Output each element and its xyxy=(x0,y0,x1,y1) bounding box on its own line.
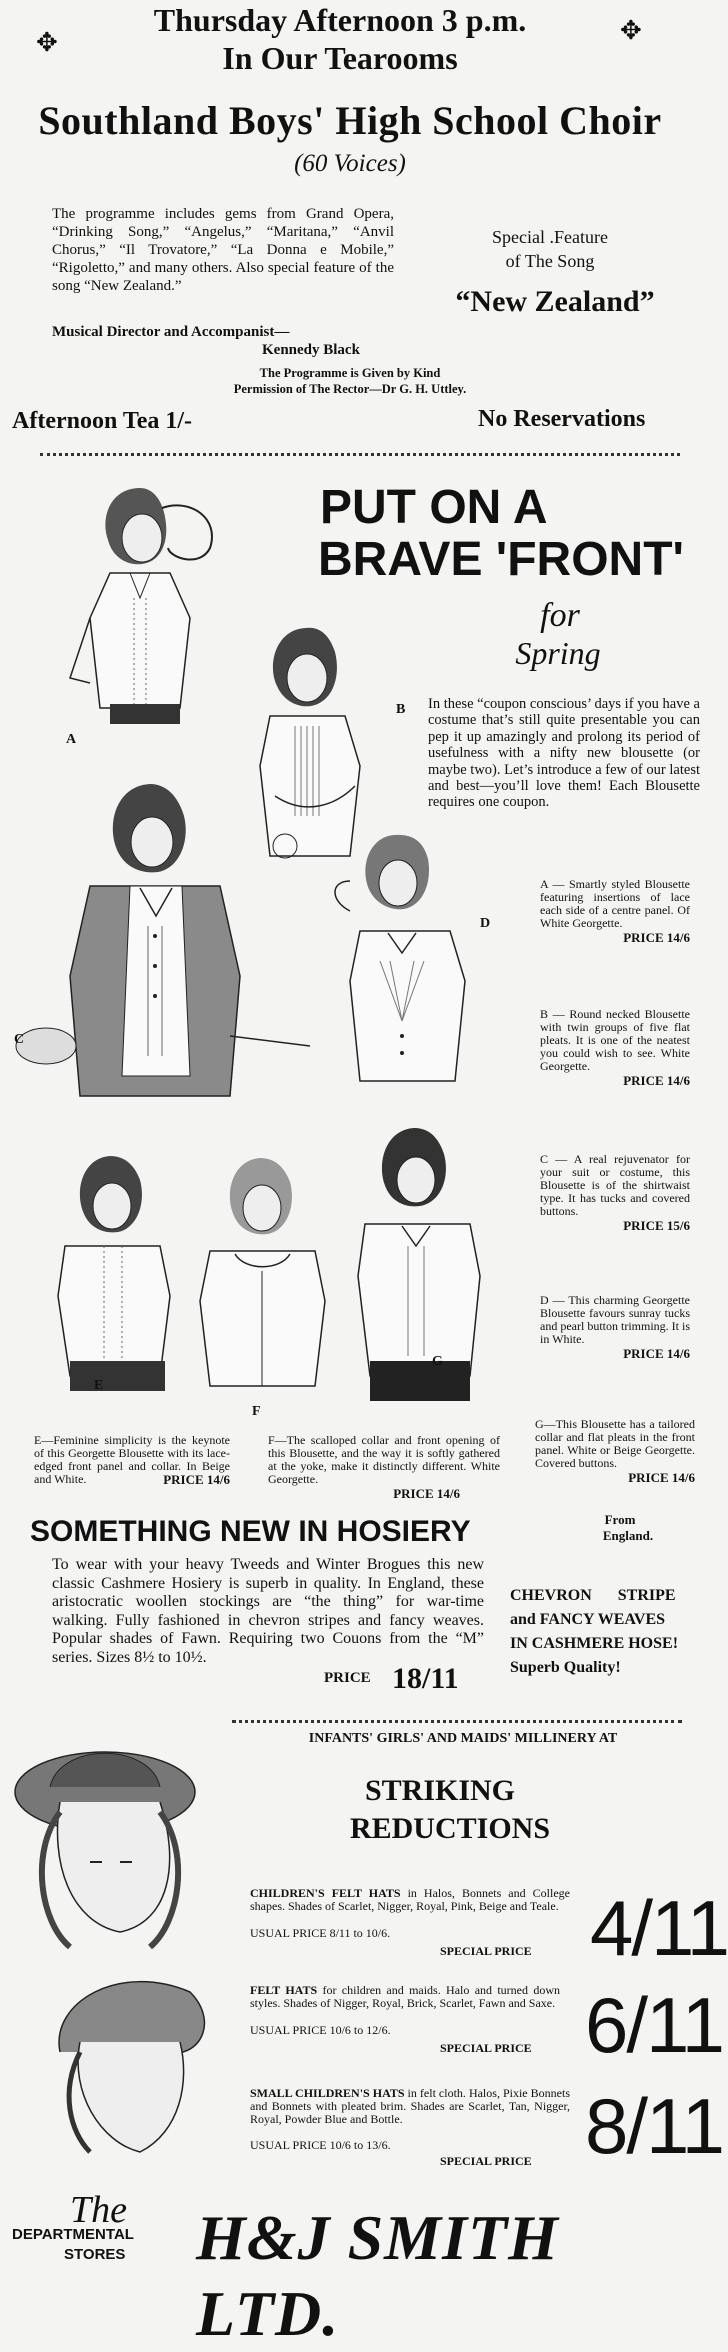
special-feature-label: Special .Feature xyxy=(492,227,608,247)
hat-illustration-2 xyxy=(40,1962,220,2162)
millinery-item-1-title: CHILDREN'S FELT HATS xyxy=(250,1886,401,1900)
blouse-item-d-text: D — This charming Georgette Blousette favours sunray tucks and pearl button trimming. It is in White. xyxy=(540,1293,690,1346)
millinery-item-1-special: SPECIAL PRICE xyxy=(440,1944,532,1958)
millinery-item-1-price: 4/11 xyxy=(590,1884,728,1972)
blouse-item-d xyxy=(540,1294,690,1362)
blouse-item-e xyxy=(34,1434,230,1488)
blouse-item-e-text: E—Feminine simplicity is the keynote of this Georgette Blousette with its lace-edged front panel and collar. In Beige and White. xyxy=(34,1433,230,1486)
millinery-reductions: REDUCTIONS xyxy=(349,1812,551,1845)
hosiery-from: From xyxy=(604,1512,636,1527)
hosiery-price: 18/11 xyxy=(392,1662,459,1695)
figure-d-illustration xyxy=(290,821,490,1101)
figure-d-letter: D xyxy=(480,916,491,931)
millinery-item-3 xyxy=(250,2082,724,2207)
figure-f-illustration xyxy=(180,1146,340,1406)
footer-the: The xyxy=(70,2189,127,2231)
millinery-item-2-text: for children and maids. Halo and turned down styles. Shades of Nigger, Royal, Brick, Scarlet, Fawn and Saxe. xyxy=(250,1983,560,2010)
tearooms-heading-1: Thursday Afternoon 3 p.m. xyxy=(153,2,527,38)
ornament-right: ✥ xyxy=(620,16,642,45)
choir-voices: (60 Voices) xyxy=(294,150,406,177)
blouse-item-a-price: PRICE 14/6 xyxy=(623,930,690,945)
director-name: Kennedy Black xyxy=(262,342,360,358)
blouse-item-a xyxy=(540,878,690,946)
choir-title: Southland Boys' High School Choir xyxy=(38,98,662,143)
blouse-item-b xyxy=(540,1008,690,1089)
footer-department: DEPARTMENTAL xyxy=(12,2226,134,2243)
blouse-headline-1: PUT ON A xyxy=(320,481,548,534)
figure-a-illustration xyxy=(50,478,230,728)
blouse-item-f xyxy=(268,1434,500,1502)
tearooms-section xyxy=(0,0,700,450)
figure-c-letter: C xyxy=(14,1032,25,1047)
millinery-item-2-usual: USUAL PRICE 10/6 to 12/6. xyxy=(250,2023,391,2037)
hosiery-headline: SOMETHING NEW IN HOSIERY xyxy=(30,1515,471,1548)
hosiery-side-1: CHEVRON STRIPE xyxy=(510,1587,676,1604)
millinery-item-2-title: FELT HATS xyxy=(250,1983,318,1997)
blouse-item-c-price: PRICE 15/6 xyxy=(623,1218,690,1233)
blouse-intro: In these “coupon conscious’ days if you have a costume that’s still quite presentable you can pep it up amazingly and prolong its period of usefulness with a nifty new blousette (or maybe two). Let’s introduce a few of our latest and best—you’ll love them! Each Blousette requires one coupon. xyxy=(428,696,700,811)
millinery-item-1-desc xyxy=(250,1887,570,1913)
hosiery-section xyxy=(0,1506,700,1716)
figure-e-illustration xyxy=(30,1146,190,1396)
millinery-item-3-price: 8/11 xyxy=(585,2082,724,2170)
figure-c-illustration xyxy=(10,776,320,1116)
millinery-intro: INFANTS' GIRLS' AND MAIDS' MILLINERY AT xyxy=(308,1731,618,1746)
blouse-item-g xyxy=(535,1418,695,1486)
blouse-item-e-price: PRICE 14/6 xyxy=(163,1472,230,1487)
blouse-item-b-text: B — Round necked Blousette with twin groups of five flat pleats. It is one of the neatest you could wish to see. White Georgette. xyxy=(540,1007,690,1073)
blouse-for: for xyxy=(540,597,580,634)
figure-b-letter: B xyxy=(396,702,406,717)
figure-a-letter: A xyxy=(66,732,77,747)
footer-brand: H&J SMITH LTD. xyxy=(196,2202,559,2349)
figure-e-letter: E xyxy=(94,1378,104,1393)
millinery-striking: STRIKING xyxy=(364,1774,516,1807)
blouse-item-c-text: C — A real rejuvenator for your suit or costume, this Blousette is of the shirtwaist type. It has tucks and covered buttons. xyxy=(540,1152,690,1218)
hosiery-england: England. xyxy=(602,1528,654,1543)
hat-illustration-1 xyxy=(10,1732,210,1962)
blouse-spring: Spring xyxy=(515,635,601,671)
millinery-item-3-text: in felt cloth. Halos, Pixie Bonnets and Bonnets with pleated brim. Shades are Scarlet, Tan, Nigger, Royal, Powder Blue and Bottle. xyxy=(250,2086,570,2126)
millinery-item-2-price: 6/11 xyxy=(585,1981,724,2069)
director-label: Musical Director and Accompanist— xyxy=(52,324,290,340)
blouse-item-d-price: PRICE 14/6 xyxy=(623,1346,690,1361)
hosiery-side-2: and FANCY WEAVES xyxy=(510,1611,666,1628)
ornament-left: ✥ xyxy=(36,28,58,57)
blouse-item-f-price: PRICE 14/6 xyxy=(393,1486,460,1501)
hosiery-price-label: PRICE xyxy=(324,1670,371,1686)
permission-line-1: The Programme is Given by Kind xyxy=(259,366,441,380)
blouse-item-f-text: F—The scalloped collar and front opening of this Blousette, and the way it is softly gathered at the yoke, make it distinctly different. White Georgette. xyxy=(268,1433,500,1486)
millinery-item-3-usual: USUAL PRICE 10/6 to 13/6. xyxy=(250,2138,391,2152)
blouse-headline-2: BRAVE 'FRONT' xyxy=(318,533,684,586)
blouse-item-a-text: A — Smartly styled Blousette featuring insertions of lace each side of a centre panel. Of White Georgette. xyxy=(540,877,690,930)
millinery-item-3-special: SPECIAL PRICE xyxy=(440,2154,532,2168)
millinery-item-3-desc xyxy=(250,2087,570,2126)
footer-logo xyxy=(0,2189,700,2349)
blouse-item-g-price: PRICE 14/6 xyxy=(628,1470,695,1485)
millinery-item-2-desc xyxy=(250,1984,560,2010)
figure-g-letter: G xyxy=(432,1354,443,1369)
tearooms-heading-2: In Our Tearooms xyxy=(222,40,458,76)
hosiery-side-3: IN CASHMERE HOSE! xyxy=(510,1635,679,1652)
programme-text: The programme includes gems from Grand Opera, “Drinking Song,” “Angelus,” “Maritana,” “Anvil Chorus,” “Il Trovatore,” “La Donna e Mobile,” “Rigoletto,” and many others. Also special feature of the song “New Zealand.” xyxy=(52,206,394,294)
hosiery-side-4: Superb Quality! xyxy=(510,1659,621,1676)
figure-f-letter: F xyxy=(252,1404,261,1419)
song-title: “New Zealand” xyxy=(455,285,655,318)
millinery-section xyxy=(0,1722,728,2170)
hosiery-body: To wear with your heavy Tweeds and Winter Brogues this new classic Cashmere Hosiery is superb in quality. In England, these aristocratic woollen stockings are “the thing” for war-time walking. Fully fashioned in chevron stripes and fancy weaves. Popular shades of Fawn. Requiring two Couons from the “M” series. Sizes 8½ to 10½. xyxy=(52,1556,484,1666)
footer-stores: STORES xyxy=(64,2246,126,2263)
afternoon-tea-price: Afternoon Tea 1/- xyxy=(12,408,192,434)
millinery-item-3-title: SMALL CHILDREN'S HATS xyxy=(250,2086,405,2100)
blouse-item-b-price: PRICE 14/6 xyxy=(623,1073,690,1088)
blouse-section xyxy=(0,456,700,1506)
millinery-item-2-special: SPECIAL PRICE xyxy=(440,2041,532,2055)
permission-line-2: Permission of The Rector—Dr G. H. Uttley. xyxy=(233,382,467,396)
no-reservations: No Reservations xyxy=(478,406,646,432)
blouse-item-c xyxy=(540,1153,690,1234)
blouse-item-g-text: G—This Blousette has a tailored collar and flat pleats in the front panel. White or Beige Georgette. Covered buttons. xyxy=(535,1417,695,1470)
millinery-item-1-text: in Halos, Bonnets and College shapes. Shades of Scarlet, Nigger, Royal, Pink, Beige and Teale. xyxy=(250,1886,570,1913)
figure-g-illustration xyxy=(330,1116,500,1406)
of-the-song-label: of The Song xyxy=(505,251,595,271)
millinery-item-1-usual: USUAL PRICE 8/11 to 10/6. xyxy=(250,1926,391,1940)
